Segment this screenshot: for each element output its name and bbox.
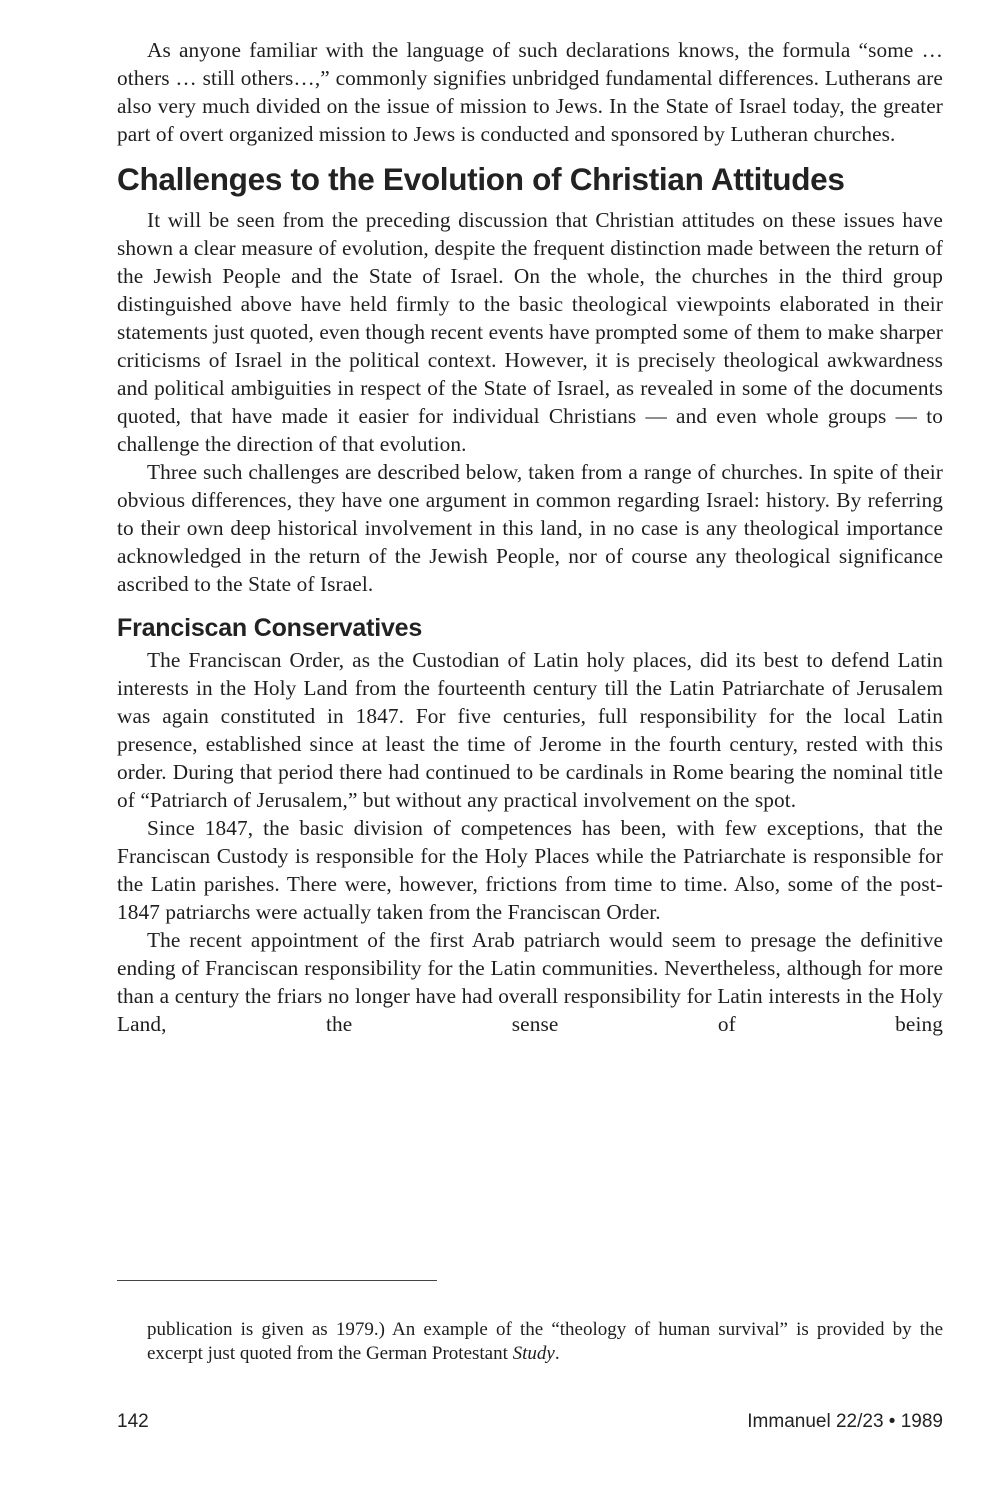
page-body: [117, 36, 943, 1038]
footnote-text-main: publication is given as 1979.) An example of the “theology of human survival” is provided by the excerpt just quoted from the German Protestant: [147, 1319, 943, 1364]
subsection-heading: Franciscan Conservatives: [117, 614, 423, 642]
intro-paragraph: As anyone familiar with the language of such declarations knows, the formula “some … others … still others…,” commonly signifies unbridged fundamental differences. Lutherans are also very much divided on the issue of mission to Jews. In the State of Israel today, the greater part of overt organized mission to Jews is conducted and sponsored by Lutheran churches.: [117, 38, 943, 146]
section-heading: Challenges to the Evolution of Christian Attitudes: [117, 161, 845, 197]
publication-info: Immanuel 22/23 • 1989: [747, 1411, 943, 1432]
footnote-italic-title: Study: [512, 1343, 555, 1364]
section-paragraph-2: Three such challenges are described below, taken from a range of churches. In spite of their obvious differences, they have one argument in common regarding Israel: history. By referring to their own deep historical involvement in this land, in no case is any theological importance acknowledged in the return of the Jewish People, nor of course any theological significance ascribed to the State of Israel.: [117, 460, 943, 596]
subsection-paragraph-3: The recent appointment of the first Arab patriarch would seem to presage the definitive ending of Franciscan responsibility for the Latin communities. Nevertheless, although for more than a century the friars no longer have had overall responsibility for Latin interests in the Holy Land, the sense of being: [117, 928, 943, 1036]
footnote-divider: [117, 1280, 437, 1281]
subsection-paragraph-1: The Franciscan Order, as the Custodian of Latin holy places, did its best to defend Latin interests in the Holy Land from the fourteenth century till the Latin Patriarchate of Jerusalem was again constituted in 1847. For five centuries, full responsibility for the local Latin presence, established since at least the time of Jerome in the fourth century, rested with this order. During that period there had continued to be cardinals in Rome bearing the nominal title of “Patriarch of Jerusalem,” but without any practical involvement on the spot.: [117, 648, 943, 812]
page-number: 142: [117, 1411, 149, 1432]
footnote-text: [147, 1318, 943, 1366]
subsection-paragraph-2: Since 1847, the basic division of competences has been, with few exceptions, that the Franciscan Custody is responsible for the Holy Places while the Patriarchate is responsible for the Latin parishes. There were, however, frictions from time to time. Also, some of the post-1847 patriarchs were actually taken from the Franciscan Order.: [117, 816, 943, 924]
footnote-text-end: .: [554, 1343, 560, 1364]
section-paragraph-1: It will be seen from the preceding discussion that Christian attitudes on these issues have shown a clear measure of evolution, despite the frequent distinction made between the return of the Jewish People and the State of Israel. On the whole, the churches in the third group distinguished above have held firmly to the basic theological viewpoints elaborated in their statements just quoted, even though recent events have prompted some of them to make sharper criticisms of Israel in the political context. However, it is precisely theological awkwardness and political ambiguities in respect of the State of Israel, as revealed in some of the documents quoted, that have made it easier for individual Christians — and even whole groups — to challenge the direction of that evolution.: [117, 208, 943, 456]
